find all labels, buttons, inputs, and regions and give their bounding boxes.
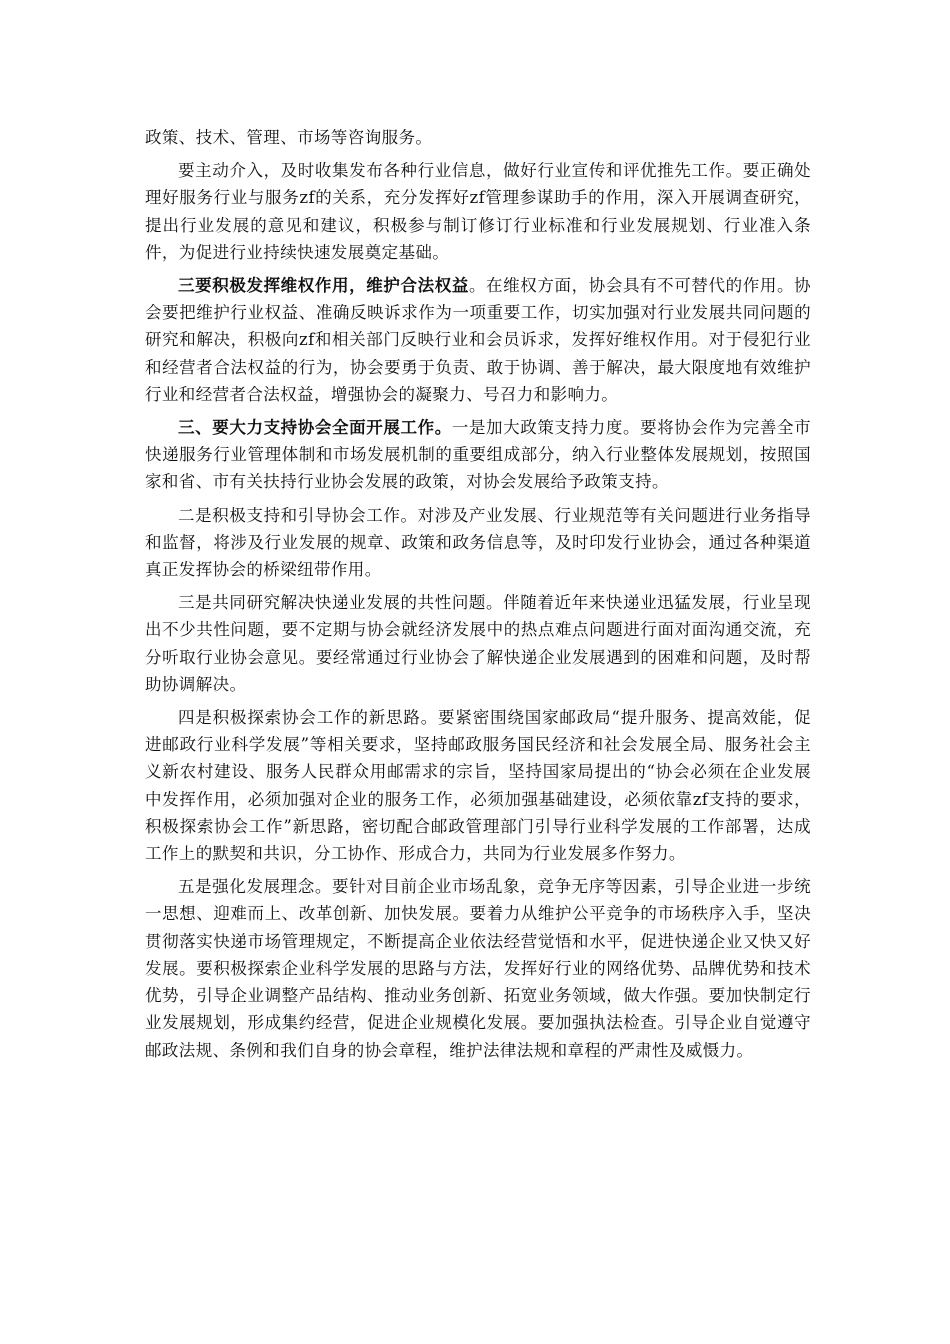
paragraph-5	[145, 502, 811, 584]
paragraph-6	[145, 589, 811, 698]
paragraph-2-text: 要主动介入，及时收集发布各种行业信息，做好行业宣传和评优推先工作。要正确处理好服务行业与服务zf的关系，充分发挥好zf管理参谋助手的作用，深入开展调查研究，提出行业发展的意见和建议，积极参与制订修订行业标准和行业发展规划、行业准入条件，为促进行业持续快速发展奠定基础。	[145, 161, 811, 262]
paragraph-3-lead: 三要积极发挥维权作用，维护合法权益	[178, 276, 469, 296]
paragraph-3	[145, 272, 811, 408]
paragraph-8	[145, 873, 811, 1063]
paragraph-6-text: 三是共同研究解决快递业发展的共性问题。伴随着近年来快递业迅猛发展，行业呈现出不少共性问题，要不定期与协会就经济发展中的热点难点问题进行面对面沟通交流，充分听取行业协会意见。要经常通过行业协会了解快递企业发展遇到的困难和问题，及时帮助协调解决。	[145, 593, 811, 694]
paragraph-8-text: 五是强化发展理念。要针对目前企业市场乱象，竞争无序等因素，引导企业进一步统一思想、迎难而上、改革创新、加快发展。要着力从维护公平竞争的市场秩序入手，坚决贯彻落实快递市场管理规定，不断提高企业依法经营觉悟和水平，促进快递企业又快又好发展。要积极探索企业科学发展的思路与方法，发挥好行业的网络优势、品牌优势和技术优势，引导企业调整产品结构、推动业务创新、拓宽业务领域，做大作强。要加快制定行业发展规划，形成集约经营，促进企业规模化发展。要加强执法检查。引导企业自觉遵守邮政法规、条例和我们自身的协会章程，维护法律法规和章程的严肃性及威慑力。	[145, 877, 811, 1060]
paragraph-7-text: 四是积极探索协会工作的新思路。要紧密围绕国家邮政局“提升服务、提高效能，促进邮政行业科学发展”等相关要求，坚持邮政服务国民经济和社会发展全局、服务社会主义新农村建设、服务人民群众用邮需求的宗旨，坚持国家局提出的“协会必须在企业发展中发挥作用，必须加强对企业的服务工作，必须加强基础建设，必须依靠zf支持的要求，积极探索协会工作”新思路，密切配合邮政管理部门引导行业科学发展的工作部署，达成工作上的默契和共识，分工协作、形成合力，共同为行业发展多作努力。	[145, 708, 811, 864]
paragraph-5-text: 二是积极支持和引导协会工作。对涉及产业发展、行业规范等有关问题进行业务指导和监督，将涉及行业发展的规章、政策和政务信息等，及时印发行业协会，通过各种渠道真正发挥协会的桥梁纽带作用。	[145, 505, 811, 580]
paragraph-1	[145, 124, 811, 151]
paragraph-4-text: 一是加大政策支持力度。要将协会作为完善全市快递服务行业管理体制和市场发展机制的重要组成部分，纳入行业整体发展规划，按照国家和省、市有关扶持行业协会发展的政策，对协会发展给予政策支持。	[145, 418, 811, 492]
paragraph-4	[145, 414, 811, 496]
paragraph-4-lead: 三、要大力支持协会全面开展工作。	[178, 418, 452, 438]
paragraph-7	[145, 704, 811, 867]
paragraph-1-text: 政策、技术、管理、市场等咨询服务。	[145, 128, 433, 147]
paragraph-2	[145, 157, 811, 266]
paragraph-3-text: 。在维权方面，协会具有不可替代的作用。协会要把维护行业权益、准确反映诉求作为一项重要工作，切实加强对行业发展共同问题的研究和解决，积极向zf和相关部门反映行业和会员诉求，发挥好维权作用。对于侵犯行业和经营者合法权益的行为，协会要勇于负责、敢于协调、善于解决，最大限度地有效维护行业和经营者合法权益，增强协会的凝聚力、号召力和影响力。	[145, 276, 811, 404]
document-page	[145, 124, 811, 1070]
